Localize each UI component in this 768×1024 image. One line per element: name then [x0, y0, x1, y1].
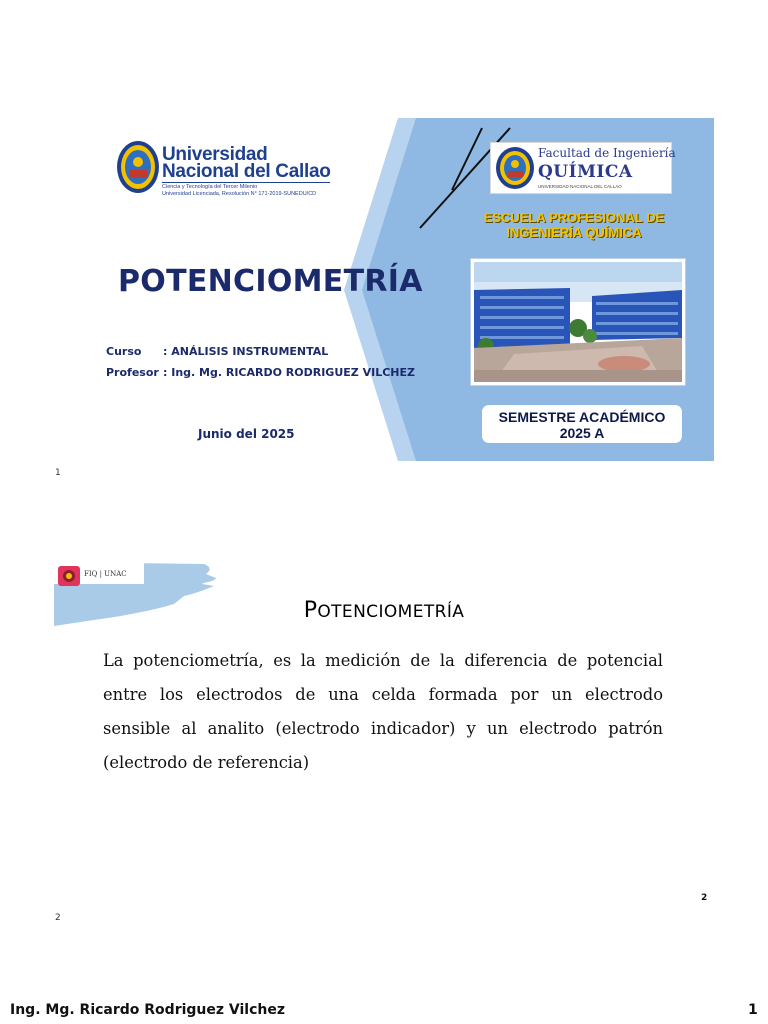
unac-seal-icon [116, 140, 160, 194]
university-name-line1: Universidad [162, 144, 268, 165]
faculty-line2: QUÍMICA [538, 162, 633, 182]
slide-2-title-first-letter: P [303, 598, 318, 623]
university-divider [162, 182, 330, 183]
footer-author: Ing. Mg. Ricardo Rodriguez Vilchez [10, 1002, 286, 1018]
slide-1 [54, 118, 714, 461]
faculty-logo [490, 142, 676, 194]
slide-1-title: POTENCIOMETRÍA [118, 264, 423, 299]
school-line2: INGENIERÍA QUÍMICA [506, 225, 642, 240]
university-tagline-line2: Universidad Licenciada, Resolución N° 171-2019-SUNEDU/CD [162, 190, 317, 197]
school-name [466, 210, 682, 240]
fiq-seal-icon [495, 146, 535, 190]
professor-row [106, 366, 415, 379]
course-label: Curso [106, 345, 142, 358]
footer-page-number: 1 [748, 1002, 758, 1018]
semester-line1: SEMESTRE ACADÉMICO [498, 409, 666, 425]
university-logo-text [162, 146, 331, 197]
campus-illustration [474, 262, 682, 382]
faculty-line1: Facultad de Ingeniería [538, 146, 676, 160]
slide-2-body: La potenciometría, es la medición de la diferencia de potencial entre los electrodos de una celda formada por un electrodo sensible al analito (electrodo indicador) y un electrodo patrón (electrodo de referencia) [103, 651, 663, 772]
university-tagline-line1: Ciencia y Tecnología del Tercer Milenio [162, 184, 258, 190]
professor-label: Profesor [106, 366, 159, 379]
school-line1: ESCUELA PROFESIONAL DE [483, 210, 665, 225]
university-name-line2: Nacional del Callao [162, 161, 331, 182]
page-marker-2: 2 [55, 913, 61, 923]
course-row [106, 345, 328, 358]
campus-photo [470, 258, 686, 386]
slide-2-title-rest: OTENCIOMETRÍA [317, 602, 465, 622]
course-value: : ANÁLISIS INSTRUMENTAL [163, 345, 329, 358]
fiq-unac-logo-text: FIQ | UNAC [84, 570, 127, 578]
professor-value: : Ing. Mg. RICARDO RODRIGUEZ VILCHEZ [163, 366, 415, 379]
slide-2-title [54, 598, 714, 623]
slide-1-date: Junio del 2025 [198, 427, 295, 441]
slide-2-number: 2 [701, 893, 708, 903]
semester-badge [482, 405, 682, 443]
slide-2 [54, 560, 714, 910]
faculty-line3: UNIVERSIDAD NACIONAL DEL CALLAO [538, 184, 622, 189]
page-marker-1: 1 [55, 468, 61, 478]
semester-line2: 2025 A [559, 425, 605, 441]
